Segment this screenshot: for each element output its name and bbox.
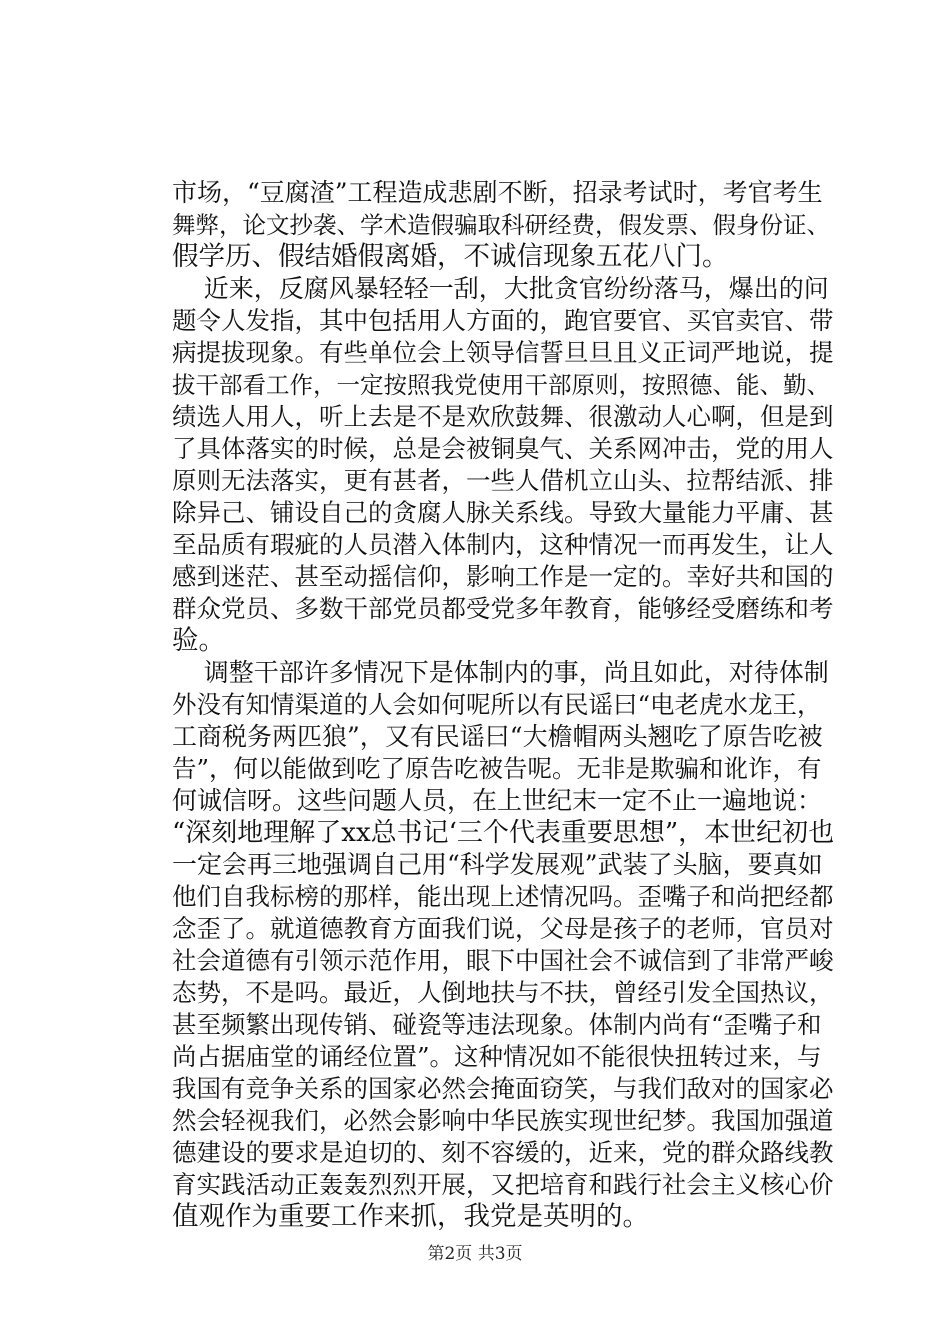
text-line: 我国有竞争关系的国家必然会掩面窃笑，与我们敌对的国家必 bbox=[172, 1074, 834, 1103]
text-line: 题令人发指，其中包括用人方面的，跑官要官、买官卖官、带 bbox=[172, 306, 834, 335]
text-line: 了具体落实的时候，总是会被铜臭气、关系网冲击，党的用人 bbox=[172, 434, 834, 463]
text-line: 工商税务两匹狼”，又有民谣曰“大檐帽两头翘吃了原告吃被 bbox=[172, 722, 823, 751]
text-line: 社会道德有引领示范作用，眼下中国社会不诚信到了非常严峻 bbox=[172, 946, 834, 975]
text-line: 绩选人用人，听上去是不是欢欣鼓舞、很激动人心啊，但是到 bbox=[172, 402, 834, 431]
text-line: 一定会再三地强调自己用“科学发展观”武装了头脑，要真如 bbox=[172, 850, 823, 879]
text-line: 然会轻视我们，必然会影响中华民族实现世纪梦。我国加强道 bbox=[172, 1106, 834, 1135]
text-line: 拔干部看工作，一定按照我党使用干部原则，按照德、能、勤、 bbox=[172, 371, 830, 399]
text-line: 他们自我标榜的那样，能出现上述情况吗。歪嘴子和尚把经都 bbox=[172, 882, 834, 911]
text-line: 群众党员、多数干部党员都受党多年教育，能够经受磨练和考 bbox=[172, 594, 834, 623]
text-line: 何诚信呀。这些问题人员，在上世纪末一定不止一遍地说： bbox=[172, 786, 823, 815]
text-line: 病提拔现象。有些单位会上领导信誓旦旦且义正词严地说，提 bbox=[172, 338, 834, 367]
text-line: 值观作为重要工作来抓，我党是英明的。 bbox=[172, 1201, 649, 1232]
text-line: 念歪了。就道德教育方面我们说，父母是孩子的老师，官员对 bbox=[172, 914, 834, 943]
text-line: 至品质有瑕疵的人员潜入体制内，这种情况一而再发生，让人 bbox=[172, 530, 834, 559]
page-number-footer: 第2页 共3页 bbox=[427, 1244, 523, 1264]
text-line: 德建设的要求是迫切的、刻不容缓的，近来，党的群众路线教 bbox=[172, 1138, 834, 1167]
text-line: 感到迷茫、甚至动摇信仰，影响工作是一定的。幸好共和国的 bbox=[172, 562, 834, 591]
text-line: 假学历、假结婚假离婚，不诚信现象五花八门。 bbox=[172, 241, 729, 272]
text-line: 尚占据庙堂的诵经位置”。这种情况如不能很快扭转过来，与 bbox=[172, 1042, 822, 1071]
text-line: 外没有知情渠道的人会如何呢所以有民谣曰“电老虎水龙王， bbox=[172, 690, 822, 719]
text-line: 舞弊，论文抄袭、学术造假骗取科研经费，假发票、假身份证、 bbox=[172, 211, 830, 239]
text-line: 甚至频繁出现传销、碰瓷等违法现象。体制内尚有“歪嘴子和 bbox=[172, 1010, 822, 1039]
text-line: 验。 bbox=[172, 625, 225, 656]
text-line: 近来，反腐风暴轻轻一刮，大批贪官纷纷落马，爆出的问 bbox=[172, 274, 829, 303]
text-line: 态势，不是吗。最近，人倒地扶与不扶，曾经引发全国热议， bbox=[172, 978, 834, 1007]
text-line: 原则无法落实，更有甚者，一些人借机立山头、拉帮结派、排 bbox=[172, 466, 834, 495]
text-line: 调整干部许多情况下是体制内的事，尚且如此，对待体制 bbox=[172, 658, 829, 687]
text-line: 告”，何以能做到吃了原告吃被告呢。无非是欺骗和讹诈，有 bbox=[172, 754, 822, 783]
text-line: 除异己、铺设自己的贪腐人脉关系线。导致大量能力平庸、甚 bbox=[172, 498, 834, 527]
text-line: 育实践活动正轰轰烈烈开展，又把培育和践行社会主义核心价 bbox=[172, 1170, 834, 1199]
text-line: “深刻地理解了xx总书记‘三个代表重要思想”，本世纪初也 bbox=[172, 818, 835, 848]
text-line: 市场，“豆腐渣”工程造成悲剧不断，招录考试时，考官考生 bbox=[172, 178, 823, 207]
